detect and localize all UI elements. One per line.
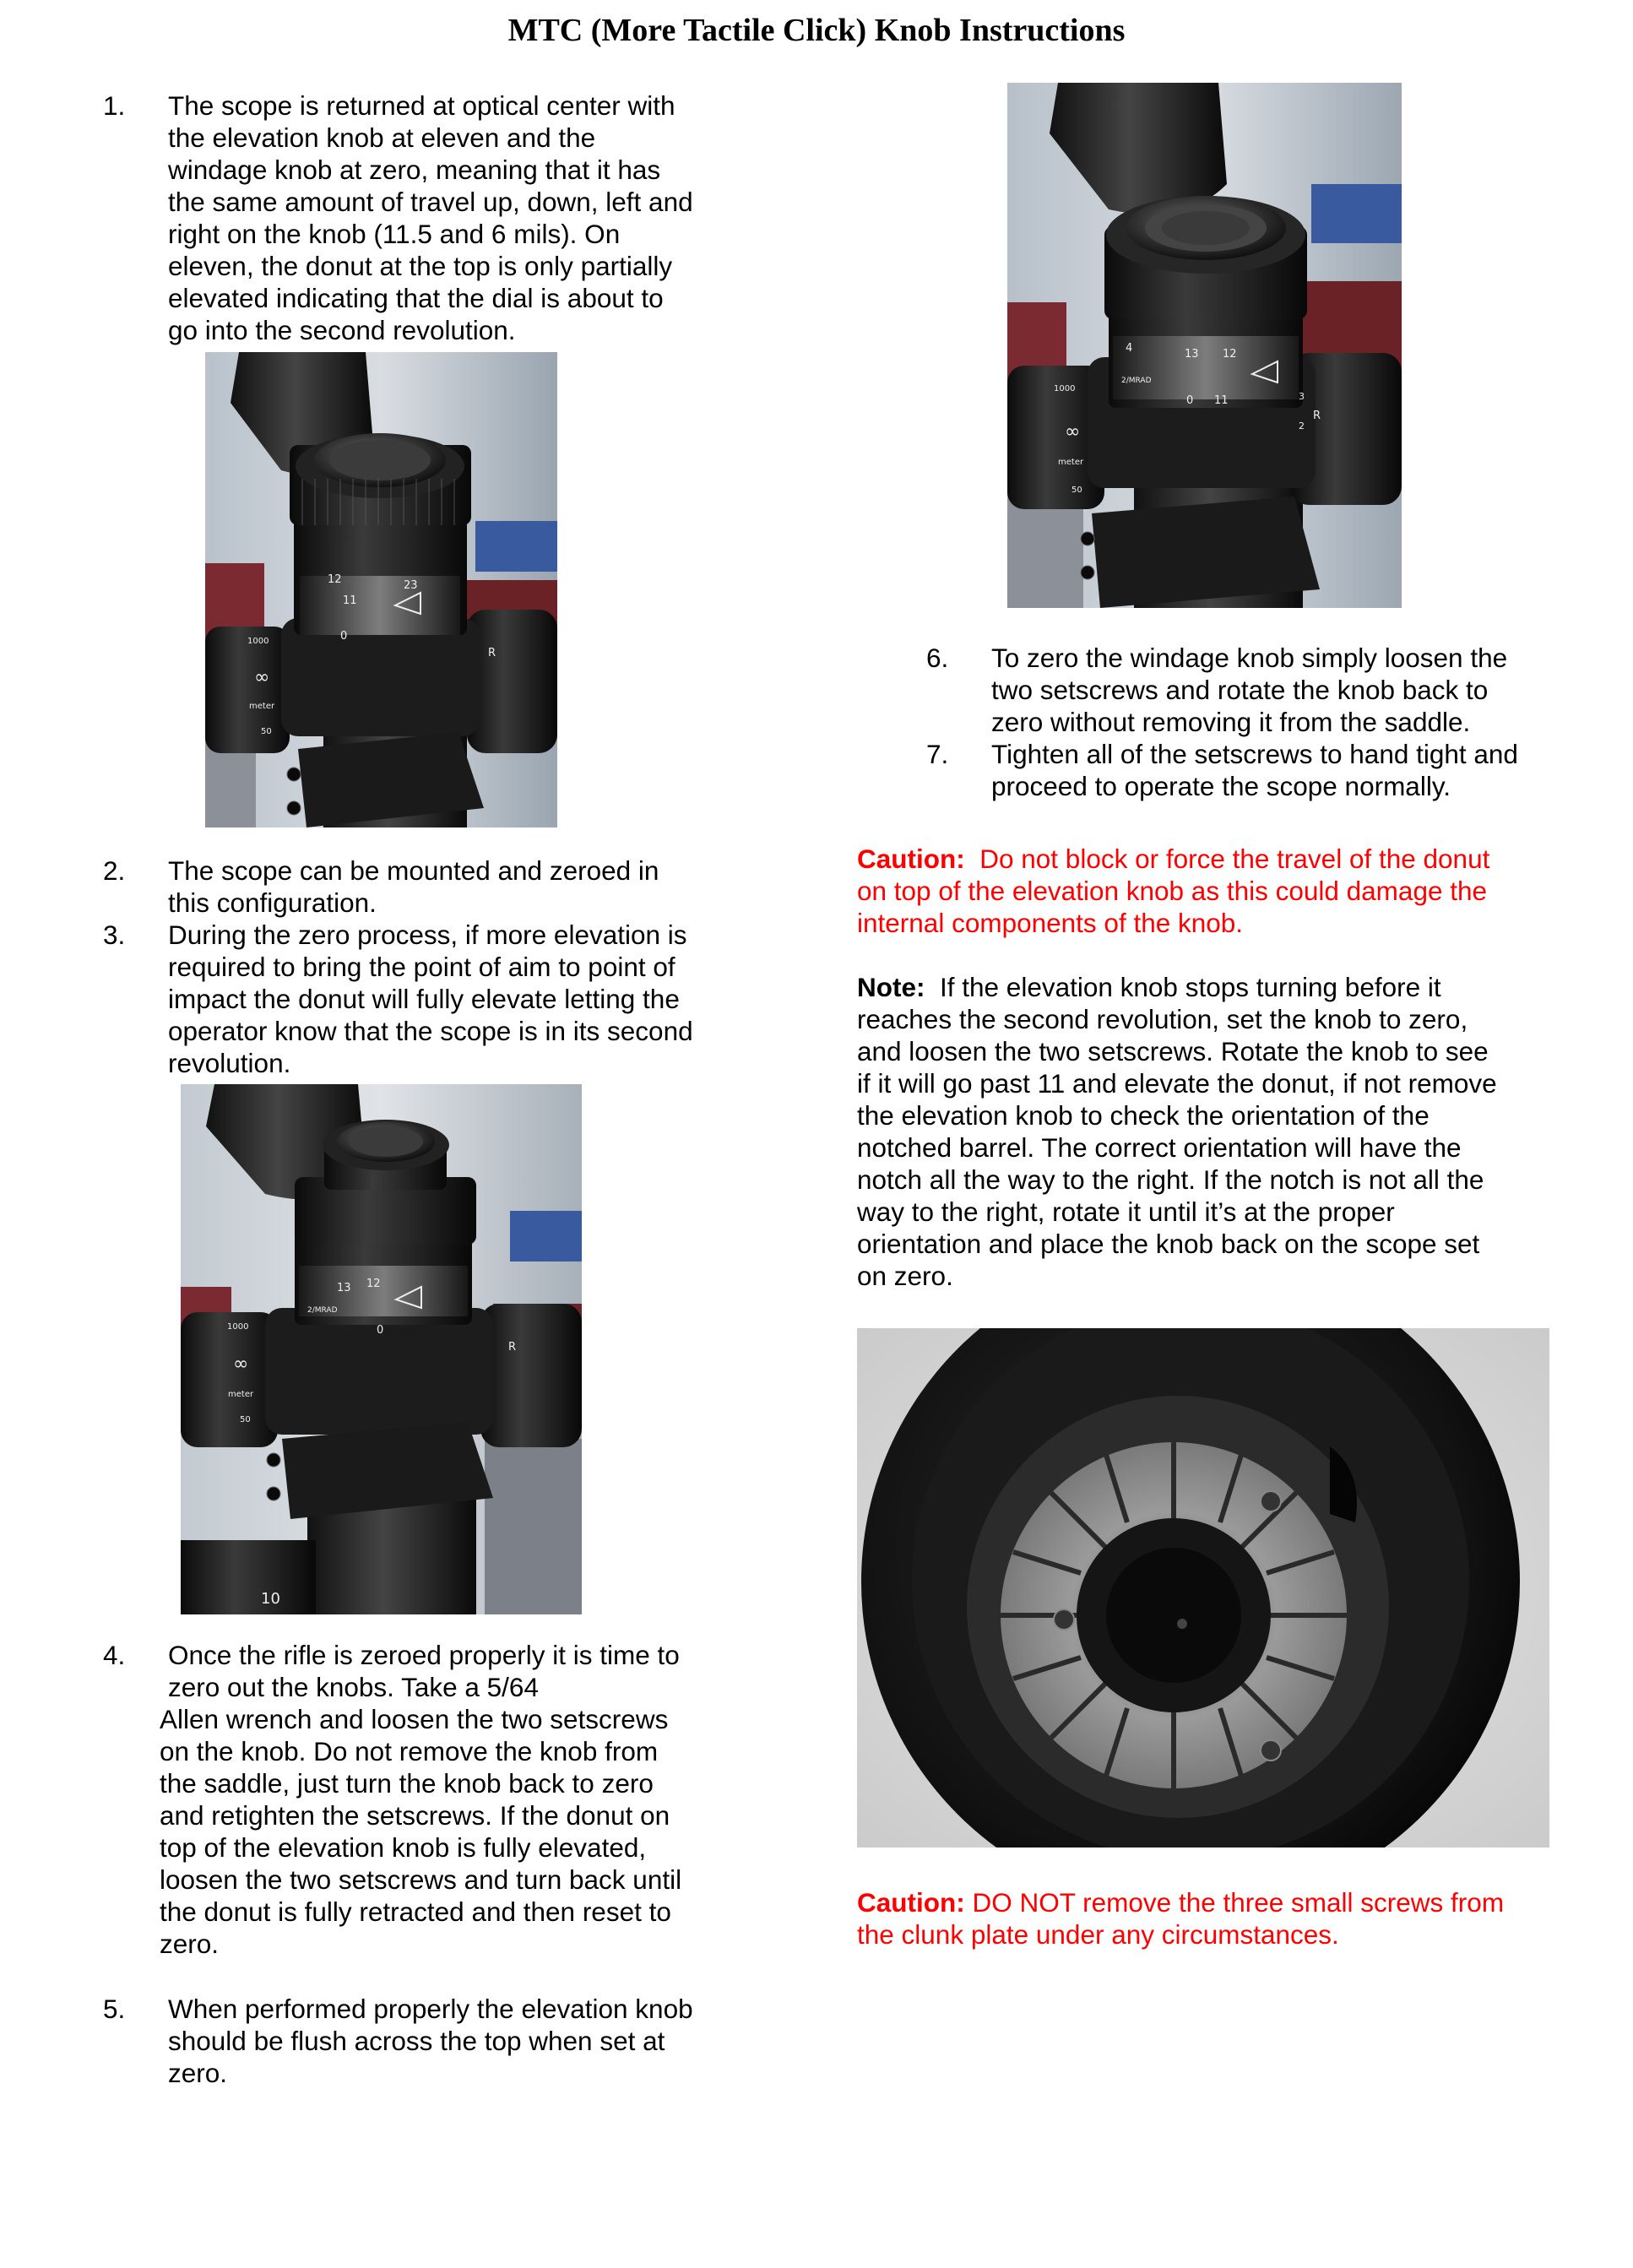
line: required to bring the point of aim to point of [168,952,675,982]
dial-mark: 23 [404,579,418,592]
line: the elevation knob to check the orientation of the [857,1100,1430,1131]
line: During the zero process, if more elevation is [168,920,687,950]
dial-mark: 12 [366,1278,381,1290]
page-title: MTC (More Tactile Click) Knob Instructions [507,13,1126,48]
step-number: 6. [926,643,949,673]
line: and retighten the setscrews. If the donut on [160,1800,670,1831]
line: When performed properly the elevation knob [168,1994,693,2024]
dial-mark: 2/MRAD [1121,377,1152,385]
line: if it will go past 11 and elevate the donut, if not remove [857,1068,1497,1099]
line: right on the knob (11.5 and 6 mils). On [168,219,621,249]
line: should be flush across the top when set at [168,2026,665,2056]
line: the clunk plate under any circumstances. [857,1919,1339,1950]
line: two setscrews and rotate the knob back to [991,675,1489,705]
line: windage knob at zero, meaning that it has [168,155,661,185]
dial-mark: 2/MRAD [307,1306,338,1315]
line: on top of the elevation knob as this could damage the [857,876,1488,906]
line: zero. [160,1929,220,1959]
line: To zero the windage knob simply loosen the [991,643,1508,673]
line: zero out the knobs. Take a 5/64 [168,1672,539,1702]
line [857,843,1617,875]
line: reaches the second revolution, set the knob to zero, [857,1004,1468,1034]
step-number: 7. [926,739,949,769]
line: this configuration. [168,887,377,918]
windage-mark: 10 [261,1590,280,1608]
step-text [168,1993,693,2089]
line: the same amount of travel up, down, left and [168,187,693,217]
line: zero. [168,2058,228,2088]
scope-photo-1 [205,352,557,827]
line: internal components of the knob. [857,908,1244,938]
line: elevated indicating that the dial is about to [168,283,664,313]
dial-mark: 4 [1126,342,1133,355]
dial-mark: 12 [1223,348,1237,361]
windage-mark: 50 [261,727,272,736]
windage-mark: meter [249,702,275,711]
step-text [168,919,693,1079]
scope-photo-2 [181,1084,582,1614]
step-number: 5. [103,1994,126,2024]
step-number: 2. [103,855,126,886]
windage-mark: meter [228,1390,254,1399]
line: The scope is returned at optical center with [168,90,675,121]
step-text [991,738,1518,802]
windage-mark: 1000 [1054,384,1076,393]
dial-mark: 13 [1185,348,1199,361]
line [857,1886,1617,1918]
dial-mark: 12 [328,573,342,586]
windage-mark: R [1313,410,1321,422]
line: eleven, the donut at the top is only partially [168,251,673,281]
line: orientation and place the knob back on the scope set [857,1229,1480,1259]
caution-label: Caution: [857,844,965,874]
note-label: Note: [857,972,925,1002]
line: the donut is fully retracted and then reset to [160,1896,671,1927]
line: zero without removing it from the saddle. [991,707,1471,737]
caution-block-1 [857,843,1617,939]
note-text: If the elevation knob stops turning before it [925,972,1441,1002]
line: Once the rifle is zeroed properly it is time to [168,1640,680,1670]
step-4-continuation [160,1703,768,1960]
caution-text: DO NOT remove the three small screws from [964,1887,1505,1918]
line: go into the second revolution. [168,315,516,345]
dial-mark: 0 [377,1324,384,1337]
step-number: 3. [103,920,126,950]
step-number: 1. [103,90,126,121]
line: loosen the two setscrews and turn back until [160,1864,682,1895]
clunk-plate-photo [857,1328,1549,1847]
step-number: 4. [103,1640,126,1670]
line: notched barrel. The correct orientation will have the [857,1132,1462,1163]
dial-mark: 0 [1186,394,1194,407]
line: on zero. [857,1261,953,1291]
caution-text: Do not block or force the travel of the donut [964,844,1490,874]
photo-clunk-plate [857,1328,1549,1847]
windage-mark: ∞ [254,667,270,688]
dial-mark: 0 [340,630,348,643]
windage-mark: 50 [1071,486,1082,495]
line: the saddle, just turn the knob back to zero [160,1768,654,1799]
line: The scope can be mounted and zeroed in [168,855,659,886]
photo-scope-knob-top [1007,83,1402,608]
dial-mark: 11 [1214,394,1229,407]
line: operator know that the scope is in its second [168,1016,693,1046]
windage-mark: ∞ [1065,421,1081,442]
windage-mark: 3 [1299,391,1305,402]
line: proceed to operate the scope normally. [991,771,1451,801]
windage-mark: R [508,1341,517,1354]
windage-mark: 2 [1299,421,1305,431]
line: notch all the way to the right. If the notch is not all the [857,1164,1484,1195]
windage-mark: ∞ [233,1354,249,1375]
line: on the knob. Do not remove the knob from [160,1736,659,1766]
line: top of the elevation knob is fully elevated, [160,1832,647,1863]
note-block [857,971,1617,1292]
windage-mark: R [488,647,496,659]
line: revolution. [168,1048,291,1078]
caution-label: Caution: [857,1887,965,1918]
dial-mark: 13 [337,1282,351,1294]
step-text [168,90,693,346]
line: and loosen the two setscrews. Rotate the knob to see [857,1036,1489,1066]
step-text [168,855,659,919]
line: the elevation knob at eleven and the [168,122,596,153]
line: Tighten all of the setscrews to hand tight and [991,739,1518,769]
step-text [991,642,1507,738]
line [857,971,1617,1003]
windage-mark: 50 [240,1415,251,1424]
windage-mark: 1000 [247,637,269,646]
windage-mark: 1000 [227,1322,249,1332]
line: impact the donut will fully elevate letting the [168,984,680,1014]
line: Allen wrench and loosen the two setscrews [160,1704,669,1734]
photo-elevation-knob-eleven [205,352,557,827]
line: way to the right, rotate it until it’s at the proper [857,1196,1395,1227]
step-text [168,1639,680,1703]
dial-mark: 11 [343,594,357,607]
windage-mark: meter [1058,458,1084,467]
photo-donut-elevated [181,1084,582,1614]
scope-photo-3 [1007,83,1402,608]
caution-block-2 [857,1886,1617,1951]
